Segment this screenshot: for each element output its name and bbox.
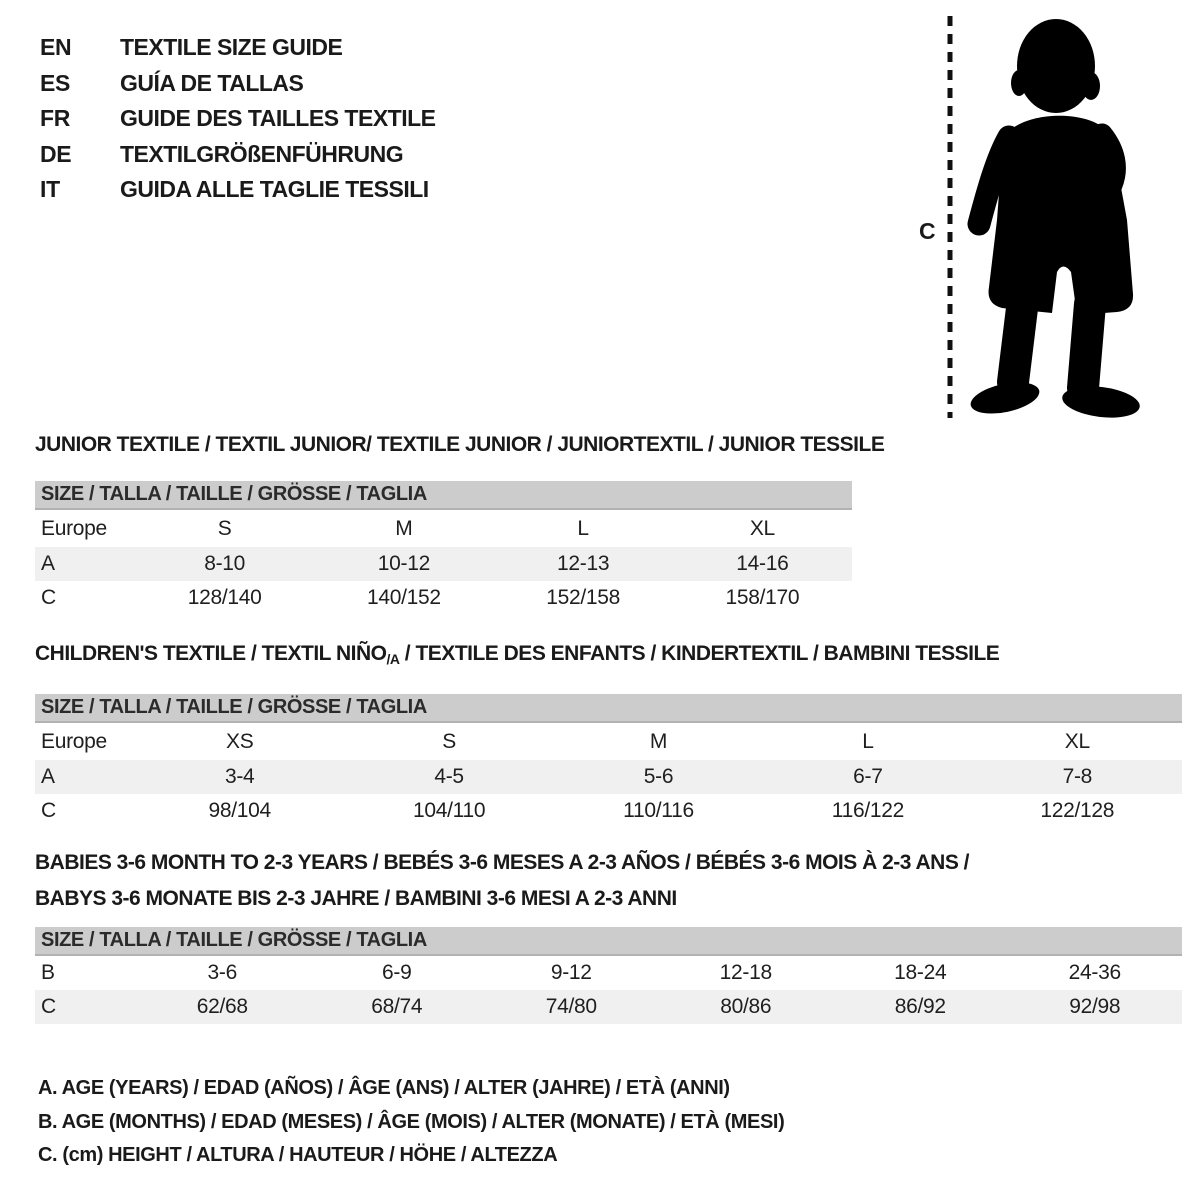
table-cell: 3-6 [207, 961, 237, 984]
section-children-textile [35, 642, 1182, 828]
size-header-bar: SIZE / TALLA / TAILLE / GRÖSSE / TAGLIA [35, 927, 1182, 956]
table-cell: 98/104 [208, 799, 271, 822]
table-cell: 62/68 [135, 990, 310, 1024]
table-cell: S [217, 516, 232, 540]
table-cell: 140/152 [366, 586, 441, 609]
table-cell: 10-12 [314, 547, 493, 581]
table-cell: 74/80 [484, 990, 659, 1024]
table-cell: 104/110 [412, 799, 486, 822]
section-title-line1: BABIES 3-6 MONTH TO 2-3 YEARS / BEBÉS 3-6 MESES A 2-3 AÑOS / BÉBÉS 3-6 MOIS À 2-3 ANS / [35, 851, 970, 874]
baby-silhouette-icon [905, 10, 1167, 424]
baby-silhouette [968, 19, 1142, 422]
table-cell: 68/74 [310, 990, 485, 1024]
section-title-text: JUNIOR TEXTILE / TEXTIL JUNIOR/ TEXTILE JUNIOR / JUNIORTEXTIL / JUNIOR TESSILE [35, 433, 885, 456]
table-cell: 14-16 [673, 547, 852, 581]
row-label: B [41, 961, 55, 984]
height-figure [905, 10, 1167, 424]
table-cell: 92/98 [1008, 990, 1183, 1024]
section-title-text: CHILDREN'S TEXTILE / TEXTIL NIÑO [35, 642, 387, 665]
language-code: IT [40, 176, 60, 202]
row-label: C [35, 990, 135, 1024]
legend [38, 1072, 784, 1173]
table-cell: 116/122 [831, 799, 905, 822]
table-cell: 24-36 [1068, 961, 1121, 984]
height-measure-label: C [919, 218, 936, 244]
table-cell: XL [749, 516, 775, 540]
legend-line-c: C. (cm) HEIGHT / ALTURA / HAUTEUR / HÖHE / ALTEZZA [38, 1144, 558, 1166]
table-cell: 4-5 [344, 760, 553, 794]
table-cell: S [442, 729, 456, 753]
junior-size-table [35, 510, 852, 615]
guide-title: GUÍA DE TALLAS [120, 69, 304, 96]
table-cell: XS [225, 729, 254, 753]
children-size-table [35, 723, 1182, 828]
section-title-text: / TEXTILE DES ENFANTS / KINDERTEXTIL / BAMBINI TESSILE [399, 642, 1000, 665]
section-title [35, 642, 1182, 671]
table-cell: 80/86 [659, 990, 834, 1024]
row-label: Europe [41, 729, 107, 753]
section-junior-textile [35, 433, 885, 615]
size-header-bar: SIZE / TALLA / TAILLE / GRÖSSE / TAGLIA [35, 481, 852, 510]
table-cell: M [395, 516, 413, 540]
legend-line-b: B. AGE (MONTHS) / EDAD (MESES) / ÂGE (MOIS) / ALTER (MONATE) / ETÀ (MESI) [38, 1110, 785, 1133]
language-row [40, 137, 436, 173]
language-row [40, 66, 436, 102]
table-cell: 5-6 [554, 760, 763, 794]
section-title [35, 433, 885, 457]
language-title-block [40, 30, 436, 208]
table-cell: 6-7 [763, 760, 972, 794]
table-cell: 7-8 [973, 760, 1182, 794]
language-row [40, 172, 436, 208]
table-cell: 18-24 [894, 961, 947, 984]
guide-title: TEXTILE SIZE GUIDE [120, 34, 343, 60]
language-code: DE [40, 140, 72, 167]
table-cell: 9-12 [550, 961, 592, 984]
table-cell: 158/170 [725, 586, 800, 609]
language-code: EN [40, 34, 72, 60]
legend-line-a: A. AGE (YEARS) / EDAD (AÑOS) / ÂGE (ANS) / ALTER (JAHRE) / ETÀ (ANNI) [38, 1077, 730, 1099]
table-cell: 8-10 [135, 547, 314, 581]
language-row [40, 30, 436, 66]
row-label: Europe [41, 516, 107, 540]
table-cell: L [577, 516, 589, 540]
section-title-line2: BABYS 3-6 MONATE BIS 2-3 JAHRE / BAMBINI 3-6 MESI A 2-3 ANNI [35, 887, 677, 910]
table-cell: 110/116 [623, 799, 694, 822]
table-cell: XL [1064, 729, 1090, 753]
size-header-bar: SIZE / TALLA / TAILLE / GRÖSSE / TAGLIA [35, 694, 1182, 723]
section-babies-textile [35, 845, 1182, 1024]
babies-size-table [35, 956, 1182, 1024]
row-label: C [41, 586, 56, 609]
table-cell: M [649, 729, 668, 753]
table-cell: 128/140 [187, 586, 262, 609]
table-cell: 152/158 [546, 586, 621, 609]
table-cell: 12-18 [719, 961, 772, 984]
guide-title: GUIDE DES TAILLES TEXTILE [120, 105, 436, 131]
row-label: C [41, 799, 56, 822]
section-title-subscript: /A [386, 651, 400, 667]
guide-title: GUIDA ALLE TAGLIE TESSILI [120, 176, 429, 202]
table-cell: 3-4 [135, 760, 344, 794]
language-code: ES [40, 69, 71, 96]
row-label: A [35, 760, 135, 794]
row-label: A [35, 547, 135, 581]
section-title [35, 845, 1182, 917]
table-cell: 86/92 [833, 990, 1008, 1024]
language-code: FR [40, 105, 71, 131]
table-cell: 122/128 [1040, 799, 1115, 822]
table-cell: 12-13 [494, 547, 673, 581]
language-row [40, 101, 436, 137]
table-cell: 6-9 [382, 961, 412, 984]
table-cell: L [862, 729, 874, 753]
guide-title: TEXTILGRÖßENFÜHRUNG [120, 140, 404, 167]
